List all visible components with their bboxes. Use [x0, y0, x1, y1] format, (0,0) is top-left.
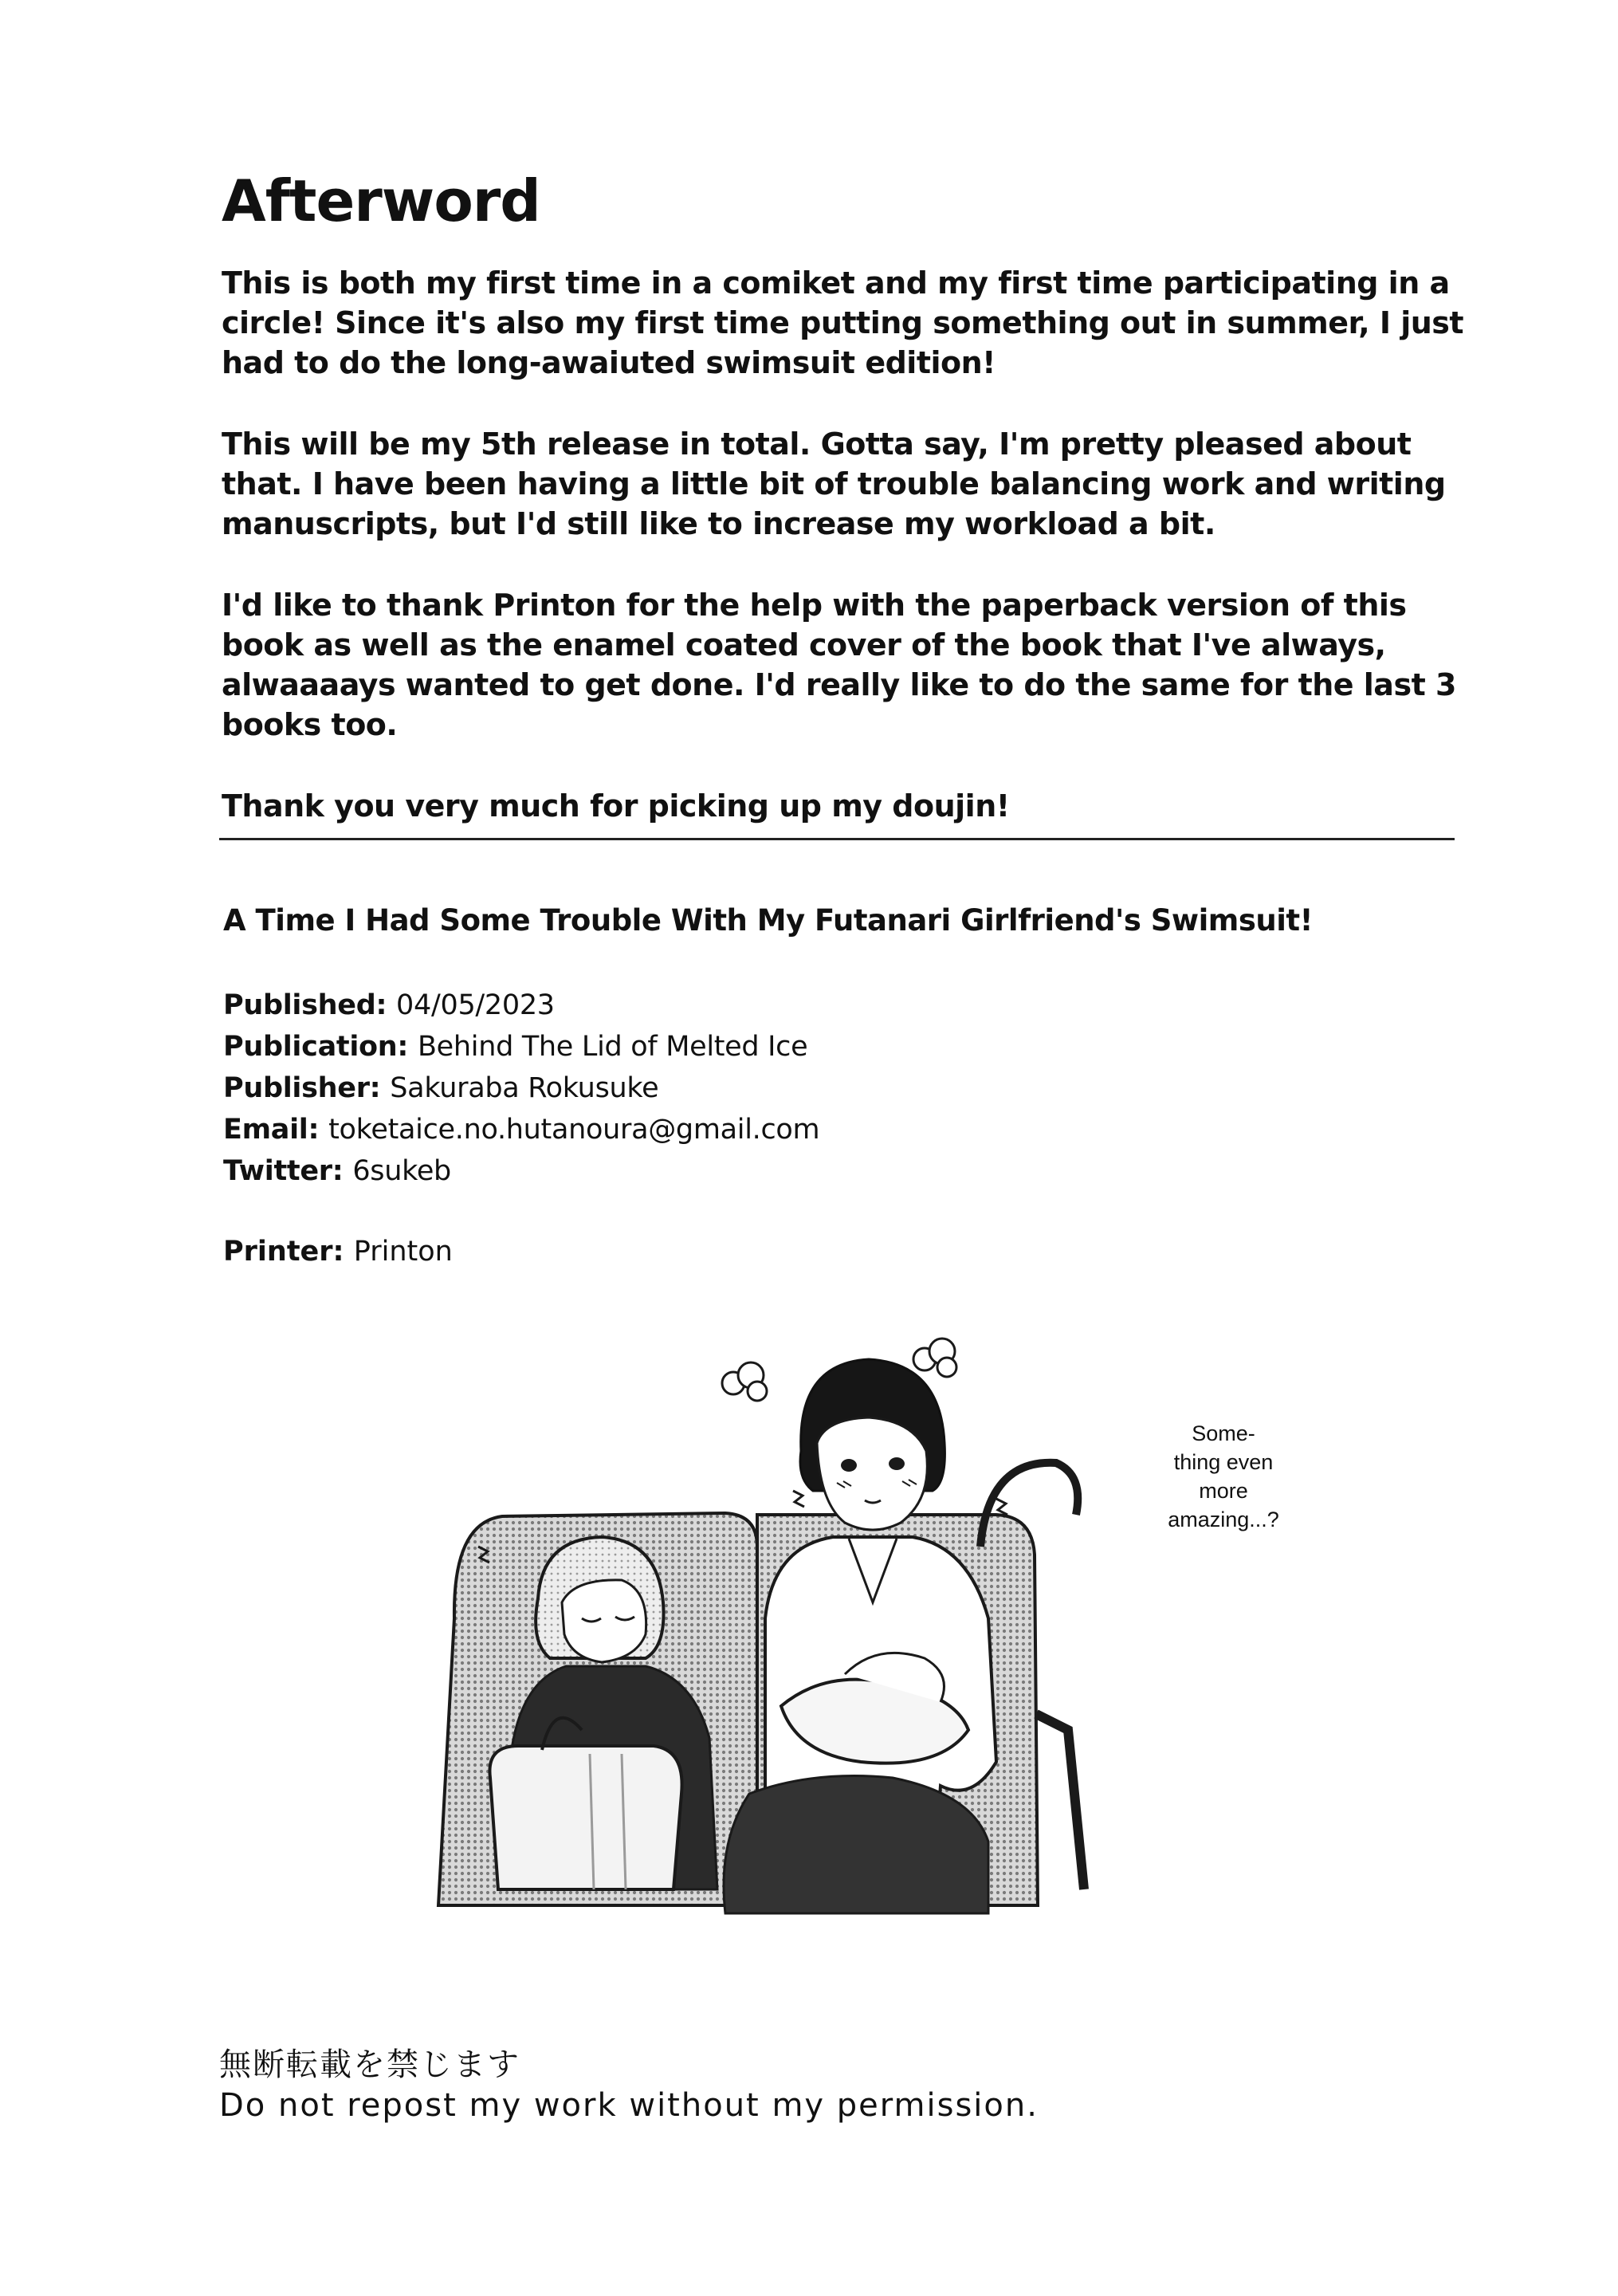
email-value: toketaice.no.hutanoura@gmail.com [328, 1114, 820, 1146]
steam-puff-left [722, 1362, 767, 1401]
afterword-paragraph: Thank you very much for picking up my doujin! [222, 788, 1010, 824]
afterword-paragraph: This will be my 5th release in total. Gotta say, I'm pretty pleased about that. I have been having a little bit of trouble balancing work and writing manuscripts, but I'd still like to increase my workload a bit. [222, 427, 1446, 541]
publisher-value: Sakuraba Rokusuke [390, 1072, 659, 1104]
afterword-title: Afterword [222, 167, 540, 234]
publication-row [223, 1026, 819, 1067]
email-label: Email: [223, 1114, 320, 1146]
printer-value: Printon [353, 1236, 453, 1268]
afterword-body [222, 263, 1465, 867]
twitter-label: Twitter: [223, 1155, 344, 1187]
twitter-value: 6sukeb [352, 1155, 451, 1187]
afterword-paragraph: I'd like to thank Printon for the help with the paperback version of this book as well as the enamel coated cover of the book that I've always, alwaaaays wanted to get done. I'd really like to do the same for the last 3 books too. [222, 588, 1456, 742]
published-value: 04/05/2023 [396, 989, 555, 1021]
seat-rail [1036, 1714, 1084, 1889]
publisher-label: Publisher: [223, 1072, 381, 1104]
repost-notice-jp: 無断転載を禁じます [219, 2046, 520, 2083]
caption-line: thing even [1173, 1450, 1274, 1474]
printer-row [223, 1236, 453, 1268]
couple-on-bus-illustration [383, 1284, 1291, 1945]
published-row [223, 985, 819, 1026]
published-label: Published: [223, 989, 387, 1021]
publication-value: Behind The Lid of Melted Ice [417, 1031, 808, 1063]
illustration-caption [1144, 1419, 1303, 1534]
twitter-row [223, 1150, 819, 1192]
steam-puff-right [913, 1339, 956, 1377]
afterword-paragraph: This is both my first time in a comiket and my first time participating in a circle! Since it's also my first time putting something out in summer, I just had to do the long-awaiuted swimsuit edition! [222, 265, 1464, 380]
printer-label: Printer: [223, 1236, 344, 1268]
book-title: A Time I Had Some Trouble With My Futanari Girlfriend's Swimsuit! [223, 903, 1313, 938]
caption-line: Some- [1192, 1421, 1255, 1445]
repost-notice-en: Do not repost my work without my permission. [219, 2087, 1039, 2124]
publication-label: Publication: [223, 1031, 409, 1063]
publisher-row [223, 1067, 819, 1109]
caption-line: amazing...? [1168, 1508, 1279, 1531]
section-divider [219, 838, 1455, 840]
boy-figure [724, 1359, 996, 1913]
email-row [223, 1109, 819, 1150]
colophon [223, 985, 819, 1192]
caption-line: more [1199, 1479, 1248, 1503]
